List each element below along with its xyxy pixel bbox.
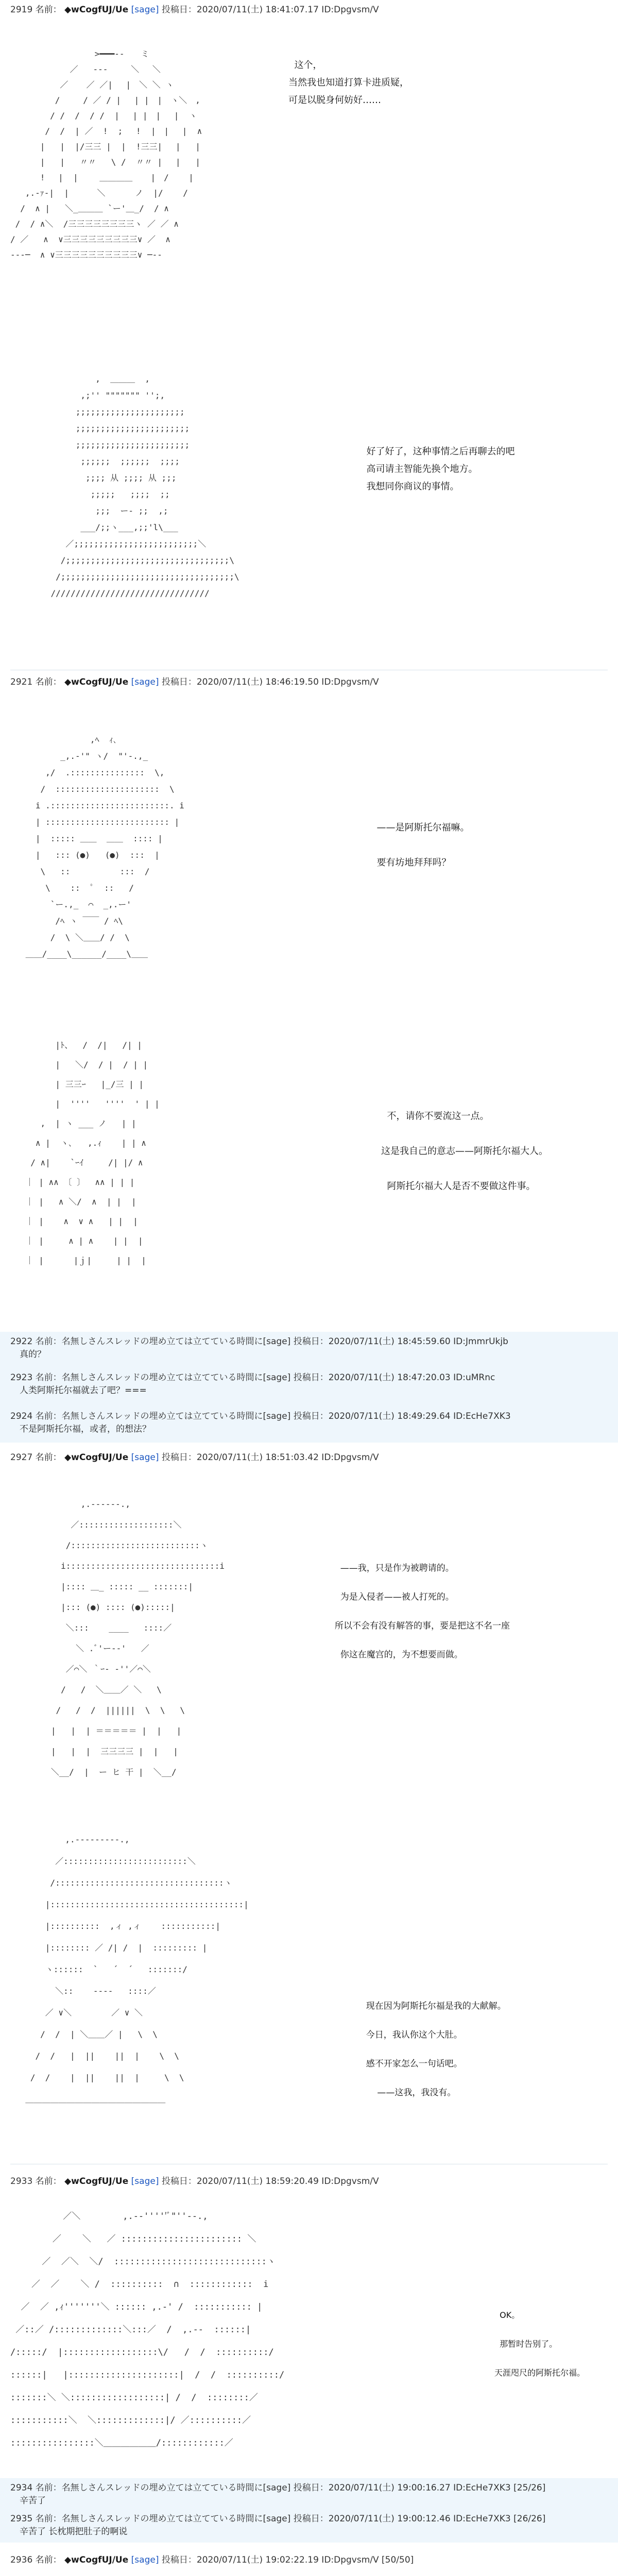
- post-number[interactable]: 2922: [10, 1336, 33, 1347]
- post-number[interactable]: 2933: [10, 2176, 33, 2187]
- reply-2922: [0, 1332, 618, 1368]
- post-meta: 名前：名無しさんスレッドの埋め立ては立てている時間に[sage] 投稿日：2020/07/11(土) 18:49:29.64 ID:EcHe7XK3: [35, 1411, 511, 1421]
- dialog-text: OK。 那暂时告别了。 天涯咫尺的阿斯托尔福。: [494, 2310, 586, 2378]
- reply-body: 人类阿斯托尔福就去了吧？===: [20, 1385, 147, 1396]
- post-number[interactable]: 2936: [10, 2555, 33, 2565]
- ascii-art: , ＿＿＿ , ,;'' """"""" '';, ;;;;;;;;;;;;;;;;;;;;;; ;;;;;;;;;;;;;;;;;;;;;;; ;;;;;;;;;;;;;;;;;;;;;;; ;;;;;; ;;;;;; ;;;; ;;;; 从 ;;;; 从 ;;; ;;;;; ;;;; ;; ;;; ー- ;; ,; ___/;;ヽ___,;;'l\___ ／;;;;;;;;;;;;;;;;;;;;;;;;;＼ /;;;;;;;;;;;;;;;;;;;;;;;;;;;;;;;;;\ /;;;;;;;;;;;;;;;;;;;;;;;;;;;;;;;;;;;\ ////////////////////////////////: [50, 374, 239, 598]
- reply-2935: [0, 2509, 618, 2543]
- dialog-text: 不，请你不要流这一点。 这是我自己的意志——阿斯托尔福大人。 阿斯托尔福大人是否不要做这件事。: [381, 1111, 548, 1192]
- ascii-art: |ﾄ、 / /| /| | | ＼/ / | / | | | 三三ｰ |_/三 | | | '''' '''' ' | | , | ヽ ___ ノ | | ∧ | ヽ､ ,.ｨ | | ∧ / ∧| `ｰｲ /| |/ ∧ ｜ | ∧∧ 〔 〕 ∧∧ | | | ｜ | ∧ ＼/ ∧ | | | ｜ | ∧ ∨ ∧ | | | ｜ | ∧ | ∧ | | | ｜ | |ｊ| | | |: [25, 1040, 160, 1265]
- dialog-text: 好了好了，这种事情之后再聊去的吧 高司请主智能先换个地方。 我想同你商议的事情。: [366, 446, 515, 492]
- post-meta: 名前：名無しさんスレッドの埋め立ては立てている時間に[sage] 投稿日：2020/07/11(土) 18:47:20.03 ID:uMRnc: [35, 1372, 495, 1383]
- post-meta: 投稿日：2020/07/11(土) 18:46:19.50 ID:Dpgvsm/V: [161, 677, 379, 687]
- reply-body: 辛苦了: [20, 2496, 46, 2506]
- dialog-text: ——是阿斯托尔福嘛。 要有坊地拜拜吗？: [376, 822, 470, 868]
- ascii-art: ,.-‐‐‐‐-., ／:::::::::::::::::::＼ /::::::::::::::::::::::::::ヽ i:::::::::::::::::::::::::::::::i |:::: ＿_ ::::: __ :::::::| |::: (●) :::: (●):::::| ＼::: ____ ::::／ ＼ .ﾞ'ー-‐' ／ ／⌒＼ ｀ｰ‐ ‐''／⌒＼ / / ＼＿＿／ ＼ \ / / / |||||| \ \ \ | | | ＝＝＝＝＝ | | | | | | 三三三三 | | | ＼__/ | ー ヒ 干 | ＼__/: [50, 1499, 225, 1777]
- ascii-art: ,.-‐‐‐‐‐‐‐-., ／:::::::::::::::::::::::::＼ /::::::::::::::::::::::::::::::::::ヽ |:::::::::::::::::::::::::::::::::::::::| |:::::::::: ,ィ ,ィ :::::::::::| |:::::::: ／ /| / | ::::::::: | ヽ:::::: ` ´ ´ :::::::/ ＼:: ‐‐‐‐ ::::／ ／ ∨＼ ／ ∨ ＼ / / | ＼＿＿／ | \ \ / / | || || | \ \ / / | || || | \ \ ＿＿＿＿＿＿＿＿＿＿＿＿＿＿＿＿＿: [25, 1835, 249, 2104]
- post-header: [10, 3, 608, 16]
- post-meta: 名前：名無しさんスレッドの埋め立ては立てている時間に[sage] 投稿日：2020/07/11(土) 19:00:12.46 ID:EcHe7XK3 [26/26]: [35, 2514, 546, 2524]
- post-meta: 投稿日：2020/07/11(土) 18:59:20.49 ID:Dpgvsm/V: [161, 2176, 379, 2187]
- body-line: [20, 2572, 608, 2576]
- post-header: [10, 1410, 608, 1423]
- sage-tag: [sage]: [131, 2555, 159, 2565]
- reply-body: 辛苦了 长枕期把肚子的啊说: [20, 2527, 128, 2537]
- post-number[interactable]: 2935: [10, 2514, 33, 2524]
- reply-body: 真的？: [20, 1349, 46, 1360]
- post-meta: 名前：名無しさんスレッドの埋め立ては立てている時間に[sage] 投稿日：2020/07/11(土) 19:00:16.27 ID:EcHe7XK3 [25/26]: [35, 2483, 546, 2493]
- author-trip: ◆wCogfUJ/Ue: [64, 1452, 129, 1463]
- sage-tag: [sage]: [131, 5, 159, 15]
- post-header: [10, 675, 608, 689]
- name-label: 名前：: [35, 2176, 62, 2187]
- post-meta: 名前：名無しさんスレッドの埋め立ては立てている時間に[sage] 投稿日：2020/07/11(土) 18:45:59.60 ID:JmmrUkjb: [35, 1336, 508, 1347]
- post-number[interactable]: 2924: [10, 1411, 33, 1421]
- sage-tag: [sage]: [131, 1452, 159, 1463]
- name-label: 名前：: [35, 1452, 62, 1463]
- post-header: [10, 2481, 608, 2495]
- post-header: [10, 2553, 608, 2567]
- post-header: [10, 1371, 608, 1384]
- post-number[interactable]: 2927: [10, 1452, 33, 1463]
- author-trip: ◆wCogfUJ/Ue: [64, 2555, 129, 2565]
- name-label: 名前：: [35, 2555, 62, 2565]
- reply-2923: [0, 1368, 618, 1406]
- post-meta: 投稿日：2020/07/11(土) 19:02:22.19 ID:Dpgvsm/V [50/50]: [161, 2555, 414, 2565]
- sage-tag: [sage]: [131, 2176, 159, 2187]
- post-header: [10, 1335, 608, 1348]
- reply-2924: [0, 1406, 618, 1443]
- dialog-text: 现在因为阿斯托尔福是我的大献解。 今日，我认你这个大肚。 感不开家怎么一句话吧。 ——这我，我没有。: [366, 2001, 506, 2098]
- post-number[interactable]: 2923: [10, 1372, 33, 1383]
- ascii-art: ／＼ ,.-‐'''''ﾞ"''‐-., ／ ＼ ／ ::::::::::::::::::::::: ＼ ／ ／＼ ＼/ :::::::::::::::::::::::::::::ヽ ／ ／ ＼ / :::::::::: ∩ :::::::::::: i ／ ／ ,ｨ'''''''＼ :::::: ,.-' / ::::::::::: | ／::／ /:::::::::::::＼:::／ / ,.-‐ ::::::| /:::::/ |::::::::::::::::::\/ / / ::::::::::/ ::::::| |:::::::::::::::::::::| / / ::::::::::/ :::::::＼ ＼::::::::::::::::::| / / ::::::::／ :::::::::::＼ ＼:::::::::::::|/ ／::::::::::／ ::::::::::::::::＼＿＿＿＿＿＿/::::::::::::／: [10, 2211, 285, 2448]
- ascii-art: >━━━‐- ミ ／ ‐‐- ＼ ＼ ／ ／ ／| | ＼ ＼ ヽ / / ／ / | | | | ヽ＼ , / / / / / | | | | | ヽ / / | ／ ! ; ! | | | ∧ | | |/三三 | | !三三| | | | | 〃〃 \ / 〃〃 | | | ! | | ＿＿＿＿ | / | ,.-ｧ-| | ＼ ノ |/ / / ∧ | ＼_＿＿＿ `ー'＿_/ / ∧ / / ∧＼ /三三三三三三三三ヽ ／ ／ ∧ / ／ ∧ ∨三三三三三三三三三∨ ／ ∧ ‐‐-─ ∧ ∨三三三三三三三三三三∨ ─‐‐: [10, 49, 202, 260]
- post-number[interactable]: 2921: [10, 677, 33, 687]
- post-2933: [0, 2172, 618, 2202]
- ascii-art: ,ﾍ ｨ､ _,.-'" ヽ/ "'-.,_ ,/ .::::::::::::::: \, / ::::::::::::::::::::: \ i .::::::::::::::::::::::::. i | ::::::::::::::::::::::::: | | ::::: ＿＿ ＿＿ :::: | | ::: (●) (●) ::: | \ :: ::: / \ :: ﾟ :: / `ー.,_ ⌒ _,.ー' /ﾍ ヽ ￣￣ / ﾍ\ / \ ＼＿＿/ / \ ＿＿/____\______/____\＿＿: [25, 735, 184, 959]
- post-header: [10, 1451, 608, 1464]
- dialog-text: ——我，只是作为被聘请的。 为是入侵者——被人打死的。 所以不会有没有解答的事，要是把这不名一座 你这在魔宫的，为不想要而做。: [335, 1563, 510, 1660]
- post-meta: 投稿日：2020/07/11(土) 18:51:03.42 ID:Dpgvsm/V: [161, 1452, 379, 1463]
- post-body: [10, 2567, 608, 2576]
- name-label: 名前：: [35, 677, 62, 687]
- sage-tag: [sage]: [131, 677, 159, 687]
- post-2927: [0, 1448, 618, 1479]
- post-number[interactable]: 2934: [10, 2483, 33, 2493]
- name-label: 名前：: [35, 5, 62, 15]
- author-trip: ◆wCogfUJ/Ue: [64, 2176, 129, 2187]
- post-2936: [0, 2550, 618, 2576]
- post-header: [10, 2175, 608, 2188]
- reply-2934: [0, 2478, 618, 2509]
- author-trip: ◆wCogfUJ/Ue: [64, 5, 129, 15]
- reply-body: 不是阿斯托尔福，或者，的想法？: [20, 1424, 151, 1434]
- author-trip: ◆wCogfUJ/Ue: [64, 677, 129, 687]
- dialog-text: 这个， 当然我也知道打算卡进质疑， 可是以脱身何妨好……: [288, 60, 409, 106]
- post-number[interactable]: 2919: [10, 5, 33, 15]
- post-header: [10, 2512, 608, 2526]
- post-meta: 投稿日：2020/07/11(土) 18:41:07.17 ID:Dpgvsm/V: [161, 5, 379, 15]
